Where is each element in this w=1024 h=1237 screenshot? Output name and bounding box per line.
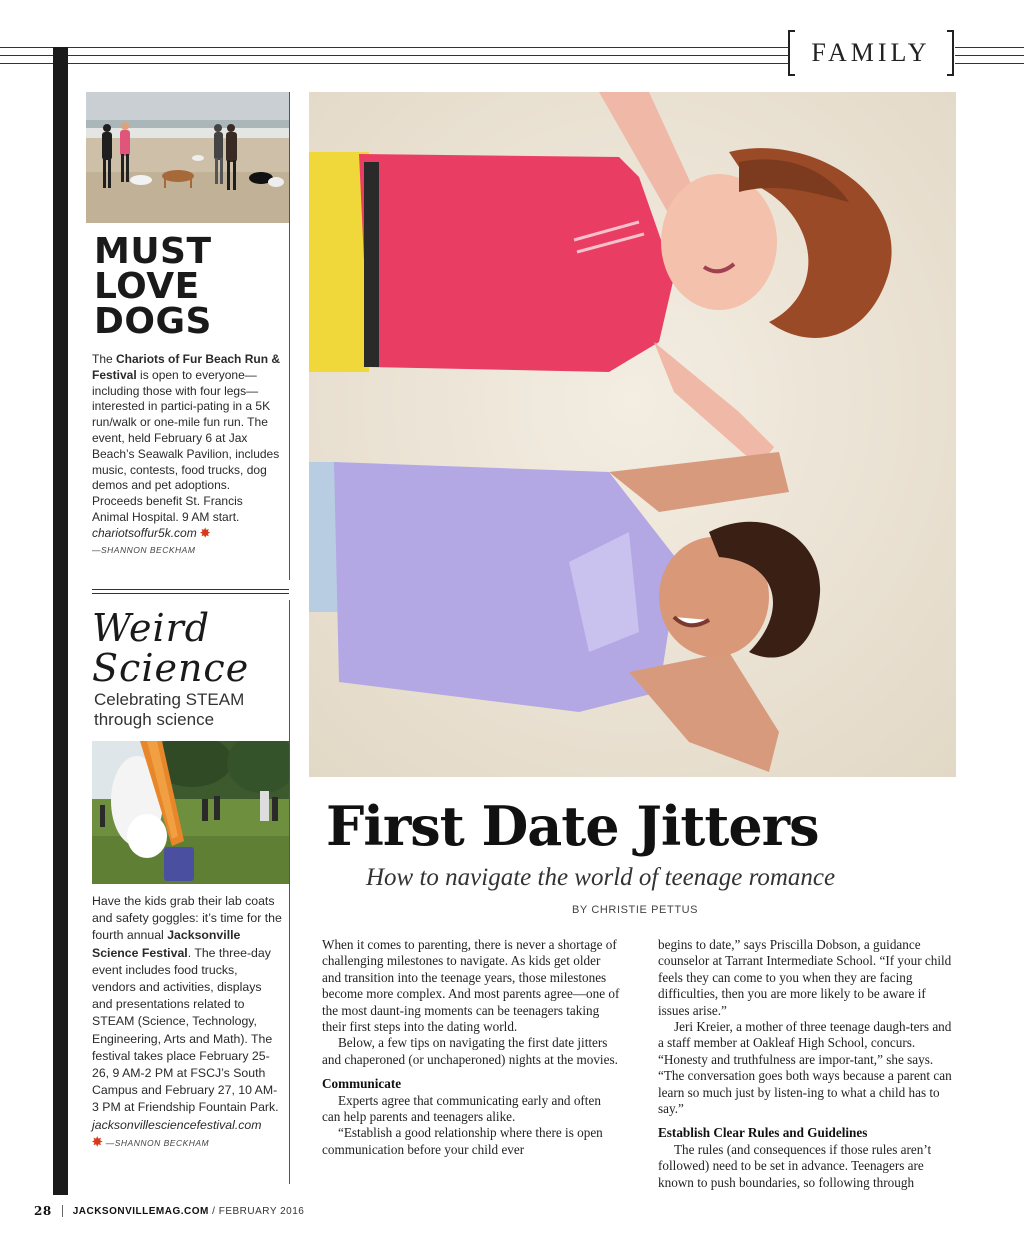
author-credit: —SHANNON BECKHAM [92,544,196,555]
paragraph: begins to date,” says Priscilla Dobson, a guidance counselor at Tarrant Intermediate School. “If your child feels they can come to you when they are facing difficulties, then you are more likely to be aware if issues arise.” [658,937,952,1018]
article-subtitle: How to navigate the world of teenage romance [366,864,836,891]
section-divider [92,593,289,594]
article-byline: BY CHRISTIE PETTUS [572,904,699,916]
science-festival-url-link[interactable]: jacksonvillesciencefestival.com [92,1117,262,1132]
paragraph: Jeri Kreier, a mother of three teenage daugh-ters and a staff member at Oakleaf High School, concurs. “Honesty and truthfulness are impor-tant,” she says. “The conversation goes both ways because a parent can learn so much just by listen-ing to what a child has to say.” [658,1019,952,1117]
chariots-url-link[interactable]: chariotsoffur5k.com [92,525,197,540]
must-love-dogs-body: The Chariots of Fur Beach Run & Festival is open to everyone—including those with four legs—interested in partici-pating in a 5K run/walk or one-mile fun run. The event, held February 6 at Jax Beach’s Seawalk Pavilion, includes music, contests, food trucks, dog demos and pet adoptions. Proceeds benefit St. Francis Animal Hospital. 9 AM start. chariotsoffur5k.com ✸ —SHANNON BECKHAM [92,352,281,555]
header-rule [0,55,790,56]
paragraph: Experts agree that communicating early and often can help parents and teenagers alike. [322,1092,601,1125]
header-rule [0,47,790,48]
header-rule [955,63,1024,64]
page-number: 28 [34,1204,52,1218]
issue-date: / FEBRUARY 2016 [212,1205,305,1217]
sidebar-divider [289,600,290,1184]
sidebar-divider [289,92,290,580]
site-link[interactable]: JACKSONVILLEMAG.COM [72,1205,209,1217]
page-footer [34,1204,304,1218]
author-credit: —SHANNON BECKHAM [105,1137,210,1148]
subheading-rules: Establish Clear Rules and Guidelines [658,1125,868,1141]
subheading-communicate: Communicate [322,1076,402,1092]
section-label: FAMILY [811,38,931,67]
left-accent-bar [53,47,68,1195]
header-rule [955,55,1024,56]
weird-science-title: Weird Science [92,606,250,690]
header-rule [0,63,790,64]
weird-science-subtitle: Celebrating STEAM through science [94,690,245,729]
paragraph: When it comes to parenting, there is never a shortage of challenging milestones to navigate. As kids get older and transition into the teenage years, those milestones become more complex. And most parents agree—one of the most daunt-ing moments can be teenagers taking their first steps into the dating world. [322,937,620,1035]
weird-science-body: Have the kids grab their lab coats and safety goggles: it’s time for the fourth annual Jacksonville Science Festival. The three-day event includes food trucks, vendors and activities, displays and presentations related to STEAM (Science, Technology, Engineering, Arts and Math). The festival takes place February 25-26, 9 AM-2 PM at FSCJ’s South Campus and February 27, 10 AM-3 PM at Friendship Fountain Park. jacksonvillesciencefestival.com ✸ —SHANNON BECKHAM [92,894,282,1149]
header-rule [955,47,1024,48]
teens-hero-photo [309,92,956,777]
paragraph: The rules (and consequences if those rules aren’t followed) need to be set in advance. Teenagers are known to push boundaries, so following through [658,1141,932,1190]
paragraph: Below, a few tips on navigating the first date jitters and chaperoned (or unchaperoned) nights at the movies. [322,1035,618,1067]
paragraph: “Establish a good relationship where there is open communication before your child ever [322,1125,603,1157]
article-column-1 [322,937,622,1158]
footer-separator [62,1205,63,1217]
science-festival-photo [92,741,289,884]
asterisk-icon: ✸ [92,1134,103,1149]
asterisk-icon: ✸ [200,525,211,540]
beach-dogs-photo [86,92,289,223]
section-divider [92,589,289,590]
article-column-2 [658,937,958,1191]
must-love-dogs-title: MUST LOVE DOGS [94,231,212,342]
article-title: First Date Jitters [326,794,819,858]
